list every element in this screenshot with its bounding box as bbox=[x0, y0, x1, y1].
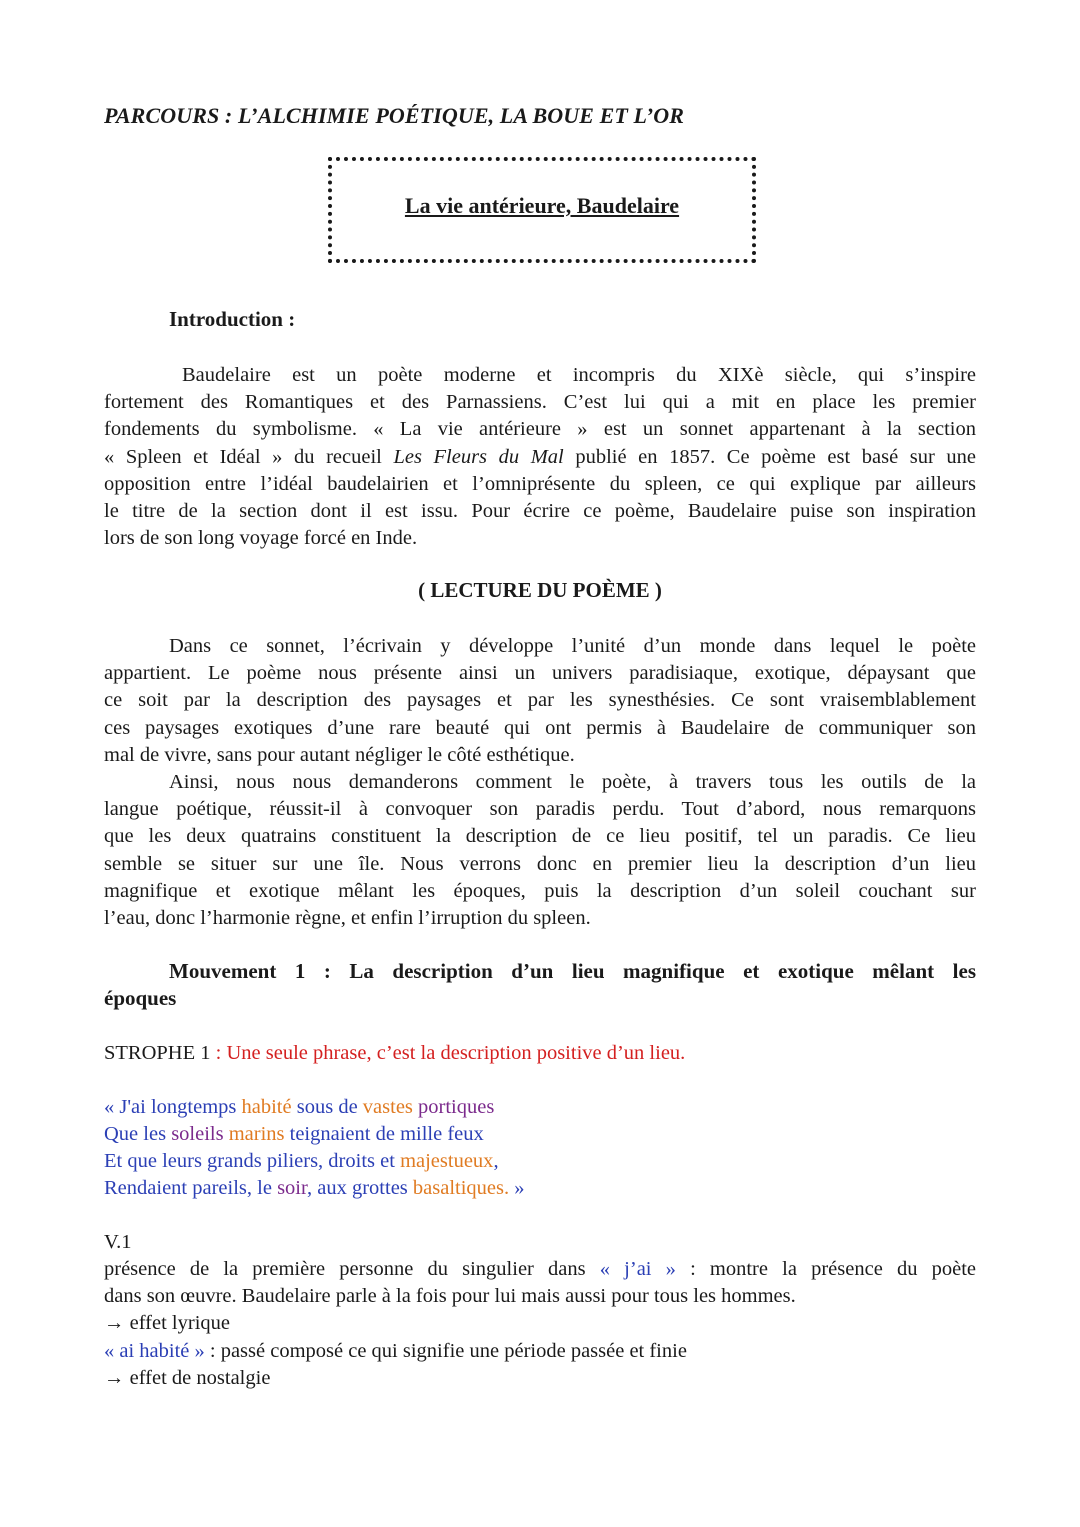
paragraph-line: opposition entre l’idéal baudelairien et l’omniprésente du spleen, ce qui explique par ailleurs bbox=[104, 472, 976, 495]
poem-word: vastes bbox=[362, 1096, 413, 1118]
poem-word: majestueux bbox=[400, 1150, 494, 1172]
quote: « j’ai » bbox=[599, 1258, 676, 1280]
paragraph-line: Ainsi, nous nous demanderons comment le poète, à travers tous les outils de la bbox=[169, 771, 976, 794]
poem-word: soleils bbox=[171, 1123, 224, 1145]
paragraph-line: que les deux quatrains constituent la description de ce lieu positif, tel un paradis. Ce lieu bbox=[104, 825, 976, 848]
verse-1-analysis bbox=[104, 1256, 976, 1392]
poem-line-3 bbox=[104, 1148, 499, 1175]
paragraph-line: Dans ce sonnet, l’écrivain y développe l’unité d’un monde dans lequel le poète bbox=[169, 635, 976, 657]
strophe-1-label bbox=[104, 1040, 685, 1067]
quote: « ai habité » bbox=[104, 1339, 205, 1362]
poem-line-2 bbox=[104, 1121, 484, 1148]
book-title: Les Fleurs du Mal bbox=[393, 445, 564, 468]
poem-word: marins bbox=[228, 1123, 285, 1145]
parcours-title: PARCOURS : L’ALCHIMIE POÉTIQUE, LA BOUE ET L’OR bbox=[104, 103, 685, 128]
verse-1-label: V.1 bbox=[104, 1231, 132, 1253]
effect-line: → effet de nostalgie bbox=[104, 1366, 271, 1389]
introduction-heading: Introduction : bbox=[169, 307, 296, 331]
poem-word: Rendaient pareils, le bbox=[104, 1177, 278, 1199]
paragraph-line: le titre de la section dont il est issu. Pour écrire ce poème, Baudelaire puise son inspiration bbox=[104, 500, 976, 523]
lecture-heading: ( LECTURE DU POÈME ) bbox=[418, 578, 662, 602]
poem-word: Et que leurs grands piliers, droits et bbox=[104, 1150, 401, 1172]
strophe-description: : Une seule phrase, c’est la description positive d’un lieu. bbox=[210, 1042, 686, 1064]
poem-word: teignaient de mille feux bbox=[284, 1123, 484, 1145]
effect-line: → effet lyrique bbox=[104, 1312, 230, 1335]
paragraph-line: fondements du symbolisme. « La vie antérieure » est un sonnet appartenant à la section bbox=[104, 418, 976, 441]
intro-paragraph-2 bbox=[104, 633, 976, 932]
poem-word: basaltiques. bbox=[412, 1177, 510, 1199]
poem-word: , aux grottes bbox=[307, 1177, 413, 1199]
analysis-line bbox=[104, 1256, 976, 1283]
paragraph-line: mal de vivre, sans pour autant négliger le côté esthétique. bbox=[104, 743, 575, 766]
text-span: : passé composé ce qui signifie une période passée et finie bbox=[204, 1339, 687, 1362]
poem-word: portiques bbox=[418, 1096, 495, 1118]
paragraph-line: magnifique et exotique mêlant les époques, puis la description d’un soleil couchant sur bbox=[104, 879, 976, 902]
paragraph-line: fortement des Romantiques et des Parnassiens. C’est lui qui a mit en place les premier bbox=[104, 391, 976, 414]
paragraph-line: semble se situer sur une île. Nous verrons donc en premier lieu la description d’un lieu bbox=[104, 852, 976, 875]
analysis-line: dans son œuvre. Baudelaire parle à la fois pour lui mais aussi pour tous les hommes. bbox=[104, 1285, 796, 1308]
heading-line: époques bbox=[104, 986, 177, 1010]
poem-word: habité bbox=[241, 1096, 292, 1118]
document-title: La vie antérieure, Baudelaire bbox=[404, 193, 680, 218]
poem-word: Que les bbox=[104, 1123, 172, 1145]
intro-paragraph-1 bbox=[104, 362, 976, 552]
poem-word: « J'ai longtemps bbox=[104, 1096, 242, 1118]
title-box bbox=[328, 157, 756, 263]
poem-line-1 bbox=[104, 1094, 494, 1121]
paragraph-line: langue poétique, réussit-il à convoquer son paradis perdu. Tout d’abord, nous remarquons bbox=[104, 798, 976, 821]
poem-word: soir bbox=[277, 1177, 307, 1199]
text-span: présence de la première personne du singulier dans bbox=[104, 1258, 600, 1280]
heading-line: Mouvement 1 : La description d’un lieu magnifique et exotique mêlant les bbox=[169, 959, 976, 983]
text-span: « Spleen et Idéal » du recueil bbox=[104, 445, 394, 468]
paragraph-line: ce soit par la description des paysages et par les synesthésies. Ce sont vraisemblablement bbox=[104, 689, 976, 712]
paragraph-line: Baudelaire est un poète moderne et incompris du XIXè siècle, qui s’inspire bbox=[182, 364, 976, 386]
paragraph-line: lors de son long voyage forcé en Inde. bbox=[104, 527, 418, 550]
movement-1-heading bbox=[104, 958, 976, 1012]
poem-word: sous de bbox=[291, 1096, 363, 1118]
poem-word: » bbox=[509, 1177, 525, 1199]
paragraph-line: ces paysages exotiques d’une rare beauté qui ont permis à Baudelaire de communiquer son bbox=[104, 716, 976, 739]
poem-line-4 bbox=[104, 1175, 525, 1202]
poem-word: , bbox=[493, 1150, 499, 1172]
paragraph-line bbox=[104, 444, 976, 471]
paragraph-line: l’eau, donc l’harmonie règne, et enfin l’irruption du spleen. bbox=[104, 907, 591, 930]
analysis-line bbox=[104, 1338, 976, 1365]
strophe-number: STROPHE 1 bbox=[104, 1042, 211, 1064]
text-span: : montre la présence du poète bbox=[675, 1258, 976, 1280]
text-span: publié en 1857. Ce poème est basé sur une bbox=[563, 445, 976, 468]
paragraph-line: appartient. Le poème nous présente ainsi un univers paradisiaque, exotique, dépaysant que bbox=[104, 662, 976, 685]
